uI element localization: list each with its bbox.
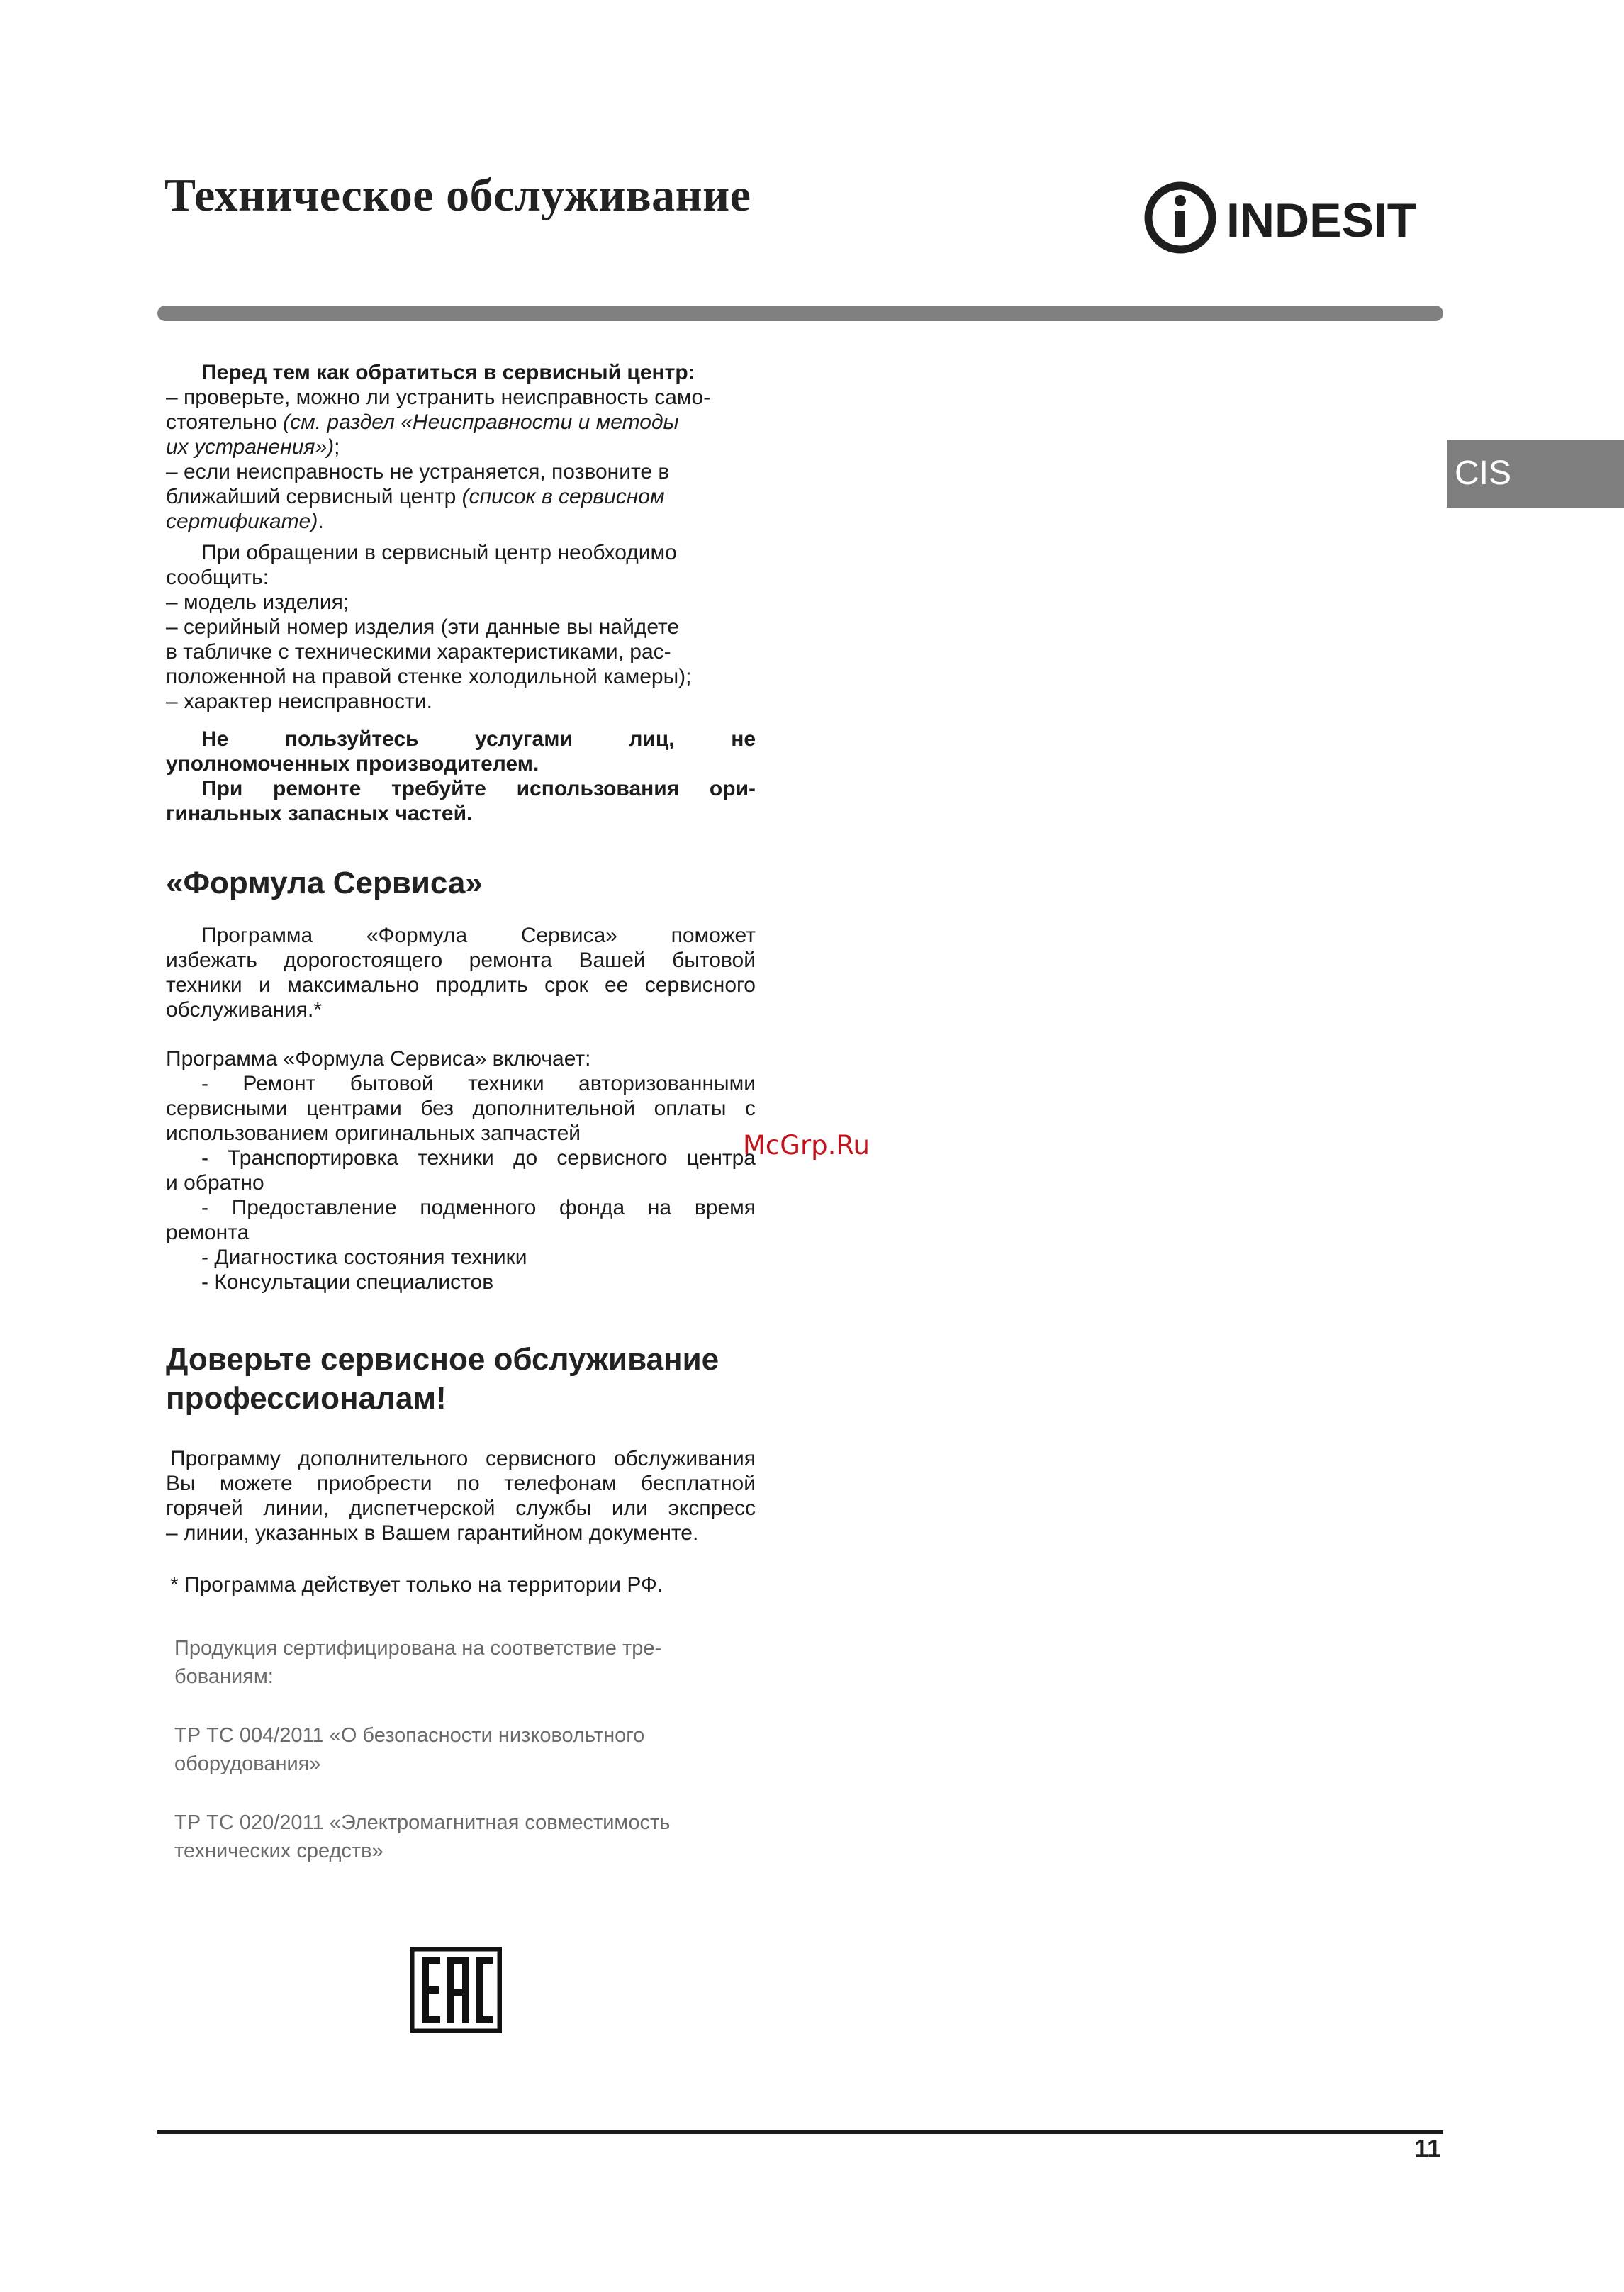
trust-heading: Доверьте сервисное обслуживание профессионалам! <box>166 1342 719 1416</box>
eac-mark-icon <box>410 1947 502 2033</box>
brand-name: INDESIT <box>1226 194 1417 247</box>
list-item: - Консультации специалистов <box>201 1270 494 1294</box>
formula-heading: «Формула Сервиса» <box>166 866 483 900</box>
certification-text: Продукция сертифицирована на соответствие тре- бованиям: ТР ТС 004/2011 «О безопасности низковольтного оборудования» ТР ТС 020/2011 «Электромагнитная совместимость технических средств» <box>174 1637 671 1862</box>
intro-lead: Перед тем как обратиться в сервисный центр: <box>201 361 695 384</box>
language-tab: CIS <box>1447 440 1624 508</box>
footnote: * Программа действует только на территории РФ. <box>170 1573 663 1597</box>
list-item: - Транспортировка техники до сервисного центра <box>201 1146 756 1170</box>
formula-includes-list: Программа «Формула Сервиса» включает: - Ремонт бытовой техники авторизованными сервисными центрами без дополнительной оплаты с использованием оригинальных запчастей - Транспортировка техники до сервисного центра и обратно - Предоставление подменного фонда на время ремонта - Диагностика состояния техники - Консультации специалистов <box>166 1047 756 1294</box>
footer-rule <box>157 2130 1443 2134</box>
header-rule <box>157 306 1443 321</box>
page-title: Техническое обслуживание <box>164 169 751 221</box>
service-contact-block: Перед тем как обратиться в сервисный центр: – проверьте, можно ли устранить неисправность само- стоятельно (см. раздел «Неисправности и методы их устранения»); – если неисправность не устраняется, позвоните в ближайший сервисный центр (список в сервисном сертификате). <box>166 360 756 534</box>
warning-block: Не пользуйтесь услугами лиц, не уполномоченных производителем. При ремонте требуйте использования ори- гинальных запасных частей. <box>166 727 756 825</box>
list-item: - Предоставление подменного фонда на время <box>201 1196 756 1219</box>
list-item: - Диагностика состояния техники <box>201 1246 527 1269</box>
watermark: McGrp.Ru <box>743 1130 870 1161</box>
indesit-logo <box>1143 179 1426 257</box>
formula-description: Программа «Формула Сервиса» поможет избежать дорогостоящего ремонта Вашей бытовой техники и максимально продлить срок ее сервисного обслуживания.* <box>166 924 756 1022</box>
trust-description: Программу дополнительного сервисного обслуживания Вы можете приобрести по телефонам бесплатной горячей линии, диспетчерской службы или экспресс – линии, указанных в Вашем гарантийном документе. <box>166 1447 756 1545</box>
list-item: - Ремонт бытовой техники авторизованными <box>201 1072 756 1095</box>
service-call-info: При обращении в сервисный центр необходимо сообщить: – модель изделия; – серийный номер изделия (эти данные вы найдете в табличке с техническими характеристиками, рас- положенной на правой стенке холодильной камеры); – характер неисправности. <box>166 541 692 713</box>
page-number: 11 <box>1414 2134 1442 2163</box>
